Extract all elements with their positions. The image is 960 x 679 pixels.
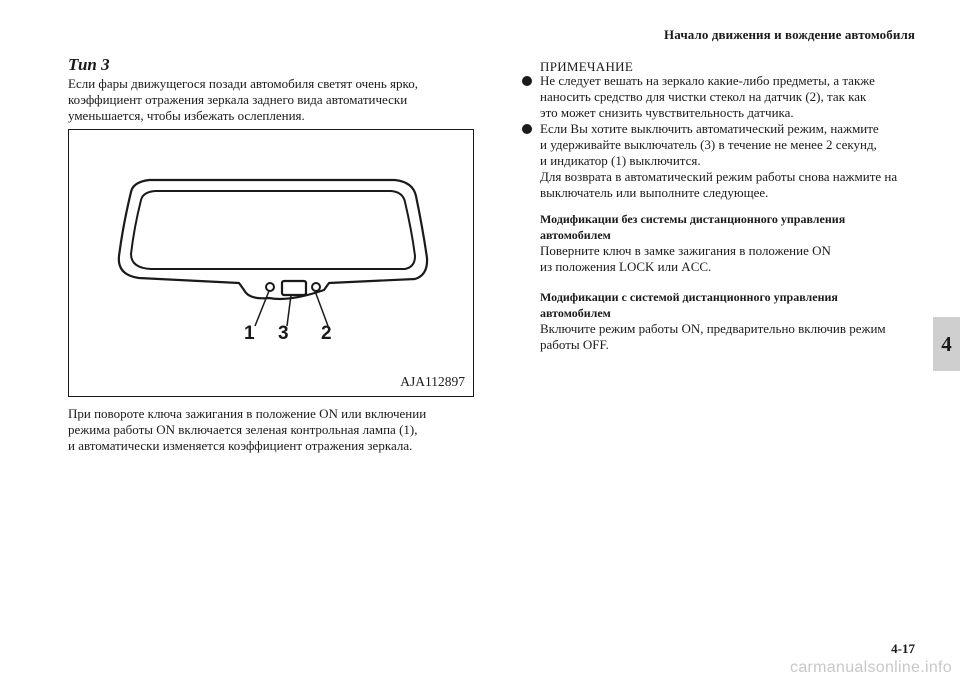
- mirror-figure: [68, 129, 474, 397]
- intro-paragraph: Если фары движущегося позади автомобиля светят очень ярко, коэффициент отражения зеркала заднего вида автоматически уменьшается, чтобы избежать ослепления.: [68, 76, 418, 123]
- subsection-no-remote: [540, 211, 920, 275]
- rearview-mirror-illustration: [69, 130, 475, 398]
- section-header: Начало движения и вождение автомобиля: [664, 27, 915, 42]
- subsection-title: Модификации без системы дистанционного управления автомобилем: [540, 212, 846, 242]
- callout-indicator: 1: [244, 323, 255, 344]
- note-bullet: [522, 73, 922, 121]
- watermark: carmanualsonline.info: [790, 659, 952, 676]
- figure-code: AJA112897: [400, 374, 465, 389]
- subsection-title: Модификации с системой дистанционного управления автомобилем: [540, 290, 838, 320]
- after-figure-paragraph: При повороте ключа зажигания в положение ON или включении режима работы ON включается зеленая контрольная лампа (1), и автоматически изменяется коэффициент отражения зеркала.: [68, 406, 427, 453]
- chapter-tab: 4: [933, 317, 960, 371]
- note-bullet: [522, 121, 922, 201]
- callout-switch: 3: [278, 323, 289, 344]
- note-bullet-text: Не следует вешать на зеркало какие-либо предметы, а также наносить средство для чистки стекол на датчик (2), так как это может снизить чувствительность датчика.: [540, 73, 875, 120]
- section-heading: Тип 3: [68, 55, 110, 74]
- callout-sensor: 2: [321, 323, 332, 344]
- subsection-text: Включите режим работы ON, предварительно включив режим работы OFF.: [540, 321, 886, 352]
- page-number: 4-17: [891, 641, 915, 656]
- note-title: ПРИМЕЧАНИЕ: [540, 59, 634, 74]
- bullet-icon: [522, 124, 532, 134]
- subsection-remote: [540, 289, 920, 353]
- subsection-text: Поверните ключ в замке зажигания в положение ON из положения LOCK или ACC.: [540, 243, 831, 274]
- bullet-icon: [522, 76, 532, 86]
- note-bullet-text: Если Вы хотите выключить автоматический режим, нажмите и удерживайте выключатель (3) в течение не менее 2 секунд, и индикатор (1) выключится. Для возврата в автоматический режим работы снова нажмите на выключатель или выполните следующее.: [540, 121, 898, 200]
